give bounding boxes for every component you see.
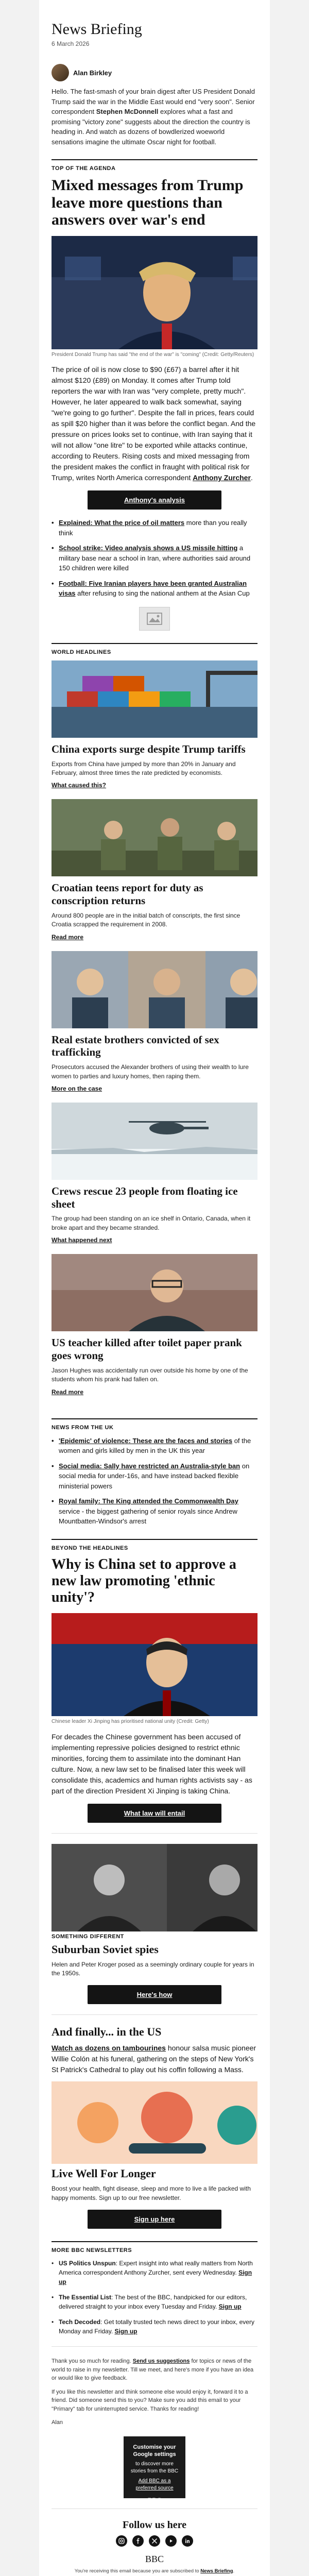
story-summary: The group had been standing on an ice shelf in Ontario, Canada, when it broke apart and they became stranded. bbox=[52, 1215, 251, 1231]
helicopter-ice-icon bbox=[52, 1103, 258, 1180]
container-port-icon bbox=[52, 660, 258, 738]
story-image-china[interactable] bbox=[52, 660, 258, 738]
google-source-promo[interactable] bbox=[124, 2436, 185, 2504]
story-image-teacher[interactable] bbox=[52, 1254, 258, 1331]
story-headline[interactable]: Croatian teens report for duty as conscription returns bbox=[52, 882, 203, 907]
story-link[interactable]: Read more bbox=[52, 933, 84, 941]
story-link[interactable]: Read more bbox=[52, 1388, 84, 1396]
top-bullets bbox=[52, 518, 258, 599]
different-button[interactable]: Here's how bbox=[88, 1985, 221, 2004]
section-label-beyond: BEYOND THE HEADLINES bbox=[52, 1539, 258, 1551]
lead-author-link[interactable]: Anthony Zurcher bbox=[193, 473, 251, 482]
story-headline[interactable]: Crews rescue 23 people from floating ice sheet bbox=[52, 1184, 238, 1210]
story-summary: Around 800 people are in the initial batch of conscripts, the first since Croatia scrapped the requirement in 2008. bbox=[52, 911, 241, 928]
author-avatar bbox=[52, 64, 69, 81]
bullet-link-school[interactable]: School strike: Video analysis shows a US missile hitting bbox=[59, 544, 238, 552]
byline bbox=[52, 64, 258, 81]
intro-paragraph: Hello. The fast-smash of your brain digest after US President Donald Trump said the war in the Middle East would end "very soon". Senior correspondent Stephen McDonnell explores what a fast and promising "victory zone" suggests about the direction the country is heading in. And watch as dozens of bowdlerized woeworld sensations imagine the ultimate Oscar night for football. bbox=[52, 88, 255, 146]
story-image-croatia[interactable] bbox=[52, 799, 258, 876]
issue-date: 6 March 2026 bbox=[52, 40, 90, 47]
story-headline[interactable]: US teacher killed after toilet paper prank goes wrong bbox=[52, 1336, 242, 1362]
finally-headline: And finally... in the US bbox=[52, 2025, 162, 2039]
list-item: • Football: Five Iranian players have been granted Australian visas after refusing to sing the national anthem at the Asian Cup bbox=[52, 579, 258, 599]
ad-placeholder-icon bbox=[147, 613, 162, 625]
different-headline[interactable]: Suburban Soviet spies bbox=[52, 1942, 159, 1956]
lead-headline[interactable]: Mixed messages from Trump leave more questions than answers over war's end bbox=[52, 177, 244, 229]
spies-photo-icon bbox=[52, 1844, 258, 1931]
teacher-portrait-icon bbox=[52, 1254, 258, 1331]
soldiers-photo-icon bbox=[52, 799, 258, 876]
thanks-paragraph: Thank you so much for reading. Send us suggestions for topics or news of the world to raise in my newsletter. Till we meet, and here's more if you have an idea or would like to give feedback. bbox=[52, 2358, 254, 2382]
story-link[interactable]: What happened next bbox=[52, 1236, 112, 1244]
list-item: • Tech Decoded: Get totally trusted tech news direct to your inbox, every Monday and Friday. Sign up bbox=[52, 2317, 258, 2336]
lead-body: The price of oil is now close to $90 (£67) a barrel after it hit almost $120 (£89) on Monday. It comes after Trump told reporters the war with Iran was "very complete, pretty much". However, he later appeared to walk back somewhat, saying "we're going to go further". Despite the fall in prices, fears could as spill $20 higher than it was before the conflict began. And the pressure on prices looks set to continue, with Iran saying that it will not allow "one litre" to be exported while attacks continue, according to Reuters. Rising costs and mixed messaging from the president makes the conflict in fraught with political risk for Trump, writes North America correspondent Anthony Zurcher. bbox=[52, 365, 256, 482]
list-item: • US Politics Unspun: Expert insight into what really matters from North America correspondent Anthony Zurcher, sent every Wednesday. Sign up bbox=[52, 2259, 258, 2286]
beyond-read-button[interactable]: What law will entail bbox=[88, 1804, 221, 1823]
bullet-link-oil[interactable]: Explained: What the price of oil matters bbox=[59, 519, 185, 527]
story-summary: Prosecutors accused the Alexander brothers of using their wealth to lure women to parties and luxury homes, then raping them. bbox=[52, 1063, 249, 1080]
world-story-croatia bbox=[52, 799, 258, 951]
story-link[interactable]: More on the case bbox=[52, 1084, 102, 1092]
footer-logo[interactable]: BBC bbox=[145, 2553, 164, 2564]
trump-photo-icon bbox=[52, 236, 258, 349]
bullet-link-football[interactable]: Football: Five Iranian players have been granted Australian visas bbox=[59, 579, 247, 598]
promo-signup-button[interactable]: Sign up here bbox=[88, 2210, 221, 2229]
follow-heading: Follow us here bbox=[122, 2519, 187, 2531]
lead-image[interactable] bbox=[52, 236, 258, 349]
different-image[interactable] bbox=[52, 1844, 258, 1931]
promo-cta[interactable]: Add BBC as a preferred source bbox=[135, 2478, 174, 2491]
newsletter-logo[interactable]: News Briefing bbox=[52, 21, 142, 38]
linkedin-icon[interactable] bbox=[182, 2535, 193, 2547]
divider bbox=[52, 2014, 258, 2015]
promo-title: Customise your Google settings bbox=[133, 2444, 176, 2458]
section-label-more: MORE BBC NEWSLETTERS bbox=[52, 2241, 258, 2253]
section-label-world: WORLD HEADLINES bbox=[52, 643, 258, 655]
beyond-body: For decades the Chinese government has been accused of implementing repressive policies designed to restrict ethnic minorities, forcing them to assimilate into the dominant Han culture. Now, a new law set to be finalised later this week will consolidate this, academics and human rights activists say - as part of the direction President Xi Jinping is taking China. bbox=[52, 1732, 252, 1795]
social-links bbox=[52, 2535, 258, 2547]
promo-headline[interactable]: Live Well For Longer bbox=[52, 2167, 156, 2180]
advertisement-slot[interactable] bbox=[139, 607, 170, 631]
footer-newsletter-link[interactable]: News Briefing bbox=[200, 2568, 233, 2574]
list-item: • Social media: Sally have restricted an Australia-style ban on social media for under-16s, and have instead backed flexible ministerial powers bbox=[52, 1461, 258, 1492]
beyond-image[interactable] bbox=[52, 1613, 258, 1716]
finally-body: Watch as dozens on tambourines honour salsa music pioneer Willie Colón at his funeral, gathering on the steps of New York's St Patrick's Cathedral to play out his coffin following a Mass. bbox=[52, 2044, 256, 2074]
beyond-headline[interactable]: Why is China set to approve a new law promoting 'ethnic unity'? bbox=[52, 1556, 236, 1605]
signoff: Alan bbox=[52, 2419, 63, 2426]
finally-link[interactable]: Watch as dozens on tambourines bbox=[52, 2044, 166, 2053]
promo-image[interactable] bbox=[52, 2081, 258, 2164]
facebook-icon[interactable] bbox=[132, 2535, 144, 2547]
story-summary: Jason Hughes was accidentally run over outside his home by one of the students whom his prank had fallen on. bbox=[52, 1366, 248, 1383]
story-summary: Exports from China have jumped by more than 20% in January and February, almost three times the rate predicted by economists. bbox=[52, 760, 236, 776]
lead-analysis-button[interactable]: Anthony's analysis bbox=[88, 490, 221, 510]
masthead bbox=[52, 0, 258, 55]
story-image-brothers[interactable] bbox=[52, 951, 258, 1028]
story-headline[interactable]: Real estate brothers convicted of sex trafficking bbox=[52, 1033, 219, 1059]
xi-portrait-icon bbox=[52, 1613, 258, 1716]
list-item: • School strike: Video analysis shows a US missile hitting a military base near a school in Iran, where authorities said around 150 children were killed bbox=[52, 543, 258, 573]
author-name: Alan Birkley bbox=[73, 69, 112, 77]
list-item: • Explained: What the price of oil matters more than you really think bbox=[52, 518, 258, 538]
section-label-uk: NEWS FROM THE UK bbox=[52, 1418, 258, 1431]
bullet-link-violence[interactable]: 'Epidemic' of violence: These are the faces and stories bbox=[59, 1436, 233, 1445]
signup-link-tech-decoded[interactable]: Sign up bbox=[114, 2328, 138, 2335]
newsletter-list bbox=[52, 2259, 258, 2336]
bullet-link-social-media[interactable]: Social media: Sally have restricted an Australia-style ban bbox=[59, 1462, 241, 1470]
lead-image-caption: President Donald Trump has said "the end of the war" is "coming" (Credit: Getty/Reuters) bbox=[52, 351, 254, 358]
uk-bullets bbox=[52, 1436, 258, 1527]
promo-body: to discover more stories from the BBC bbox=[130, 2461, 179, 2474]
list-item: • The Essential List: The best of the BBC, handpicked for our editors, delivered straight to your inbox every Tuesday and Friday. Sign up bbox=[52, 2293, 258, 2311]
signup-link-essential-list[interactable]: Sign up bbox=[218, 2303, 242, 2311]
portraits-photo-icon bbox=[52, 951, 258, 1028]
story-headline[interactable]: China exports surge despite Trump tariffs bbox=[52, 742, 246, 755]
promo-logo: BBC bbox=[147, 2496, 161, 2504]
feedback-link[interactable]: Send us suggestions bbox=[132, 2358, 190, 2365]
beyond-image-caption: Chinese leader Xi Jinping has prioritised national unity (Credit: Getty) bbox=[52, 1719, 209, 1725]
intro-author: Stephen McDonnell bbox=[96, 108, 159, 115]
different-summary: Helen and Peter Kroger posed as a seemingly ordinary couple for years in the 1950s. bbox=[52, 1960, 254, 1977]
wellness-illustration-icon bbox=[52, 2081, 258, 2164]
world-story-brothers bbox=[52, 951, 258, 1103]
list-item: • Royal family: The King attended the Commonwealth Day service - the biggest gathering of senior royals since Andrew Mountbatten-Windsor's arrest bbox=[52, 1496, 258, 1527]
email-card bbox=[39, 0, 270, 2576]
bullet-link-royal[interactable]: Royal family: The King attended the Commonwealth Day bbox=[59, 1497, 238, 1505]
signup-link-us-politics[interactable]: Sign up bbox=[59, 2269, 252, 2286]
divider bbox=[52, 1833, 258, 1834]
story-image-ice[interactable] bbox=[52, 1103, 258, 1180]
world-story-teacher bbox=[52, 1254, 258, 1405]
divider bbox=[52, 2346, 258, 2347]
different-kicker: SOMETHING DIFFERENT bbox=[52, 1933, 124, 1940]
world-story-china bbox=[52, 660, 258, 800]
story-link[interactable]: What caused this? bbox=[52, 782, 107, 789]
instagram-icon[interactable] bbox=[116, 2535, 127, 2547]
promo-summary: Boost your health, fight disease, sleep and more to live a life packed with happy moments. Sign up to our free newsletter. bbox=[52, 2185, 251, 2201]
forward-paragraph: If you like this newsletter and think someone else would enjoy it, forward it to a friend. Did someone send this to you? Make sure you add this email to your "Primary" tab for uninterrupted service. Thanks for reading! bbox=[52, 2388, 248, 2412]
x-icon[interactable] bbox=[149, 2535, 160, 2547]
list-item: • 'Epidemic' of violence: These are the faces and stories of the women and girls killed by men in the UK this year bbox=[52, 1436, 258, 1456]
footer-subscription: You're receiving this email because you are subscribed to News Briefing. bbox=[74, 2568, 235, 2574]
world-story-ice bbox=[52, 1103, 258, 1254]
section-label-top: TOP OF THE AGENDA bbox=[52, 159, 258, 172]
youtube-icon[interactable] bbox=[165, 2535, 177, 2547]
